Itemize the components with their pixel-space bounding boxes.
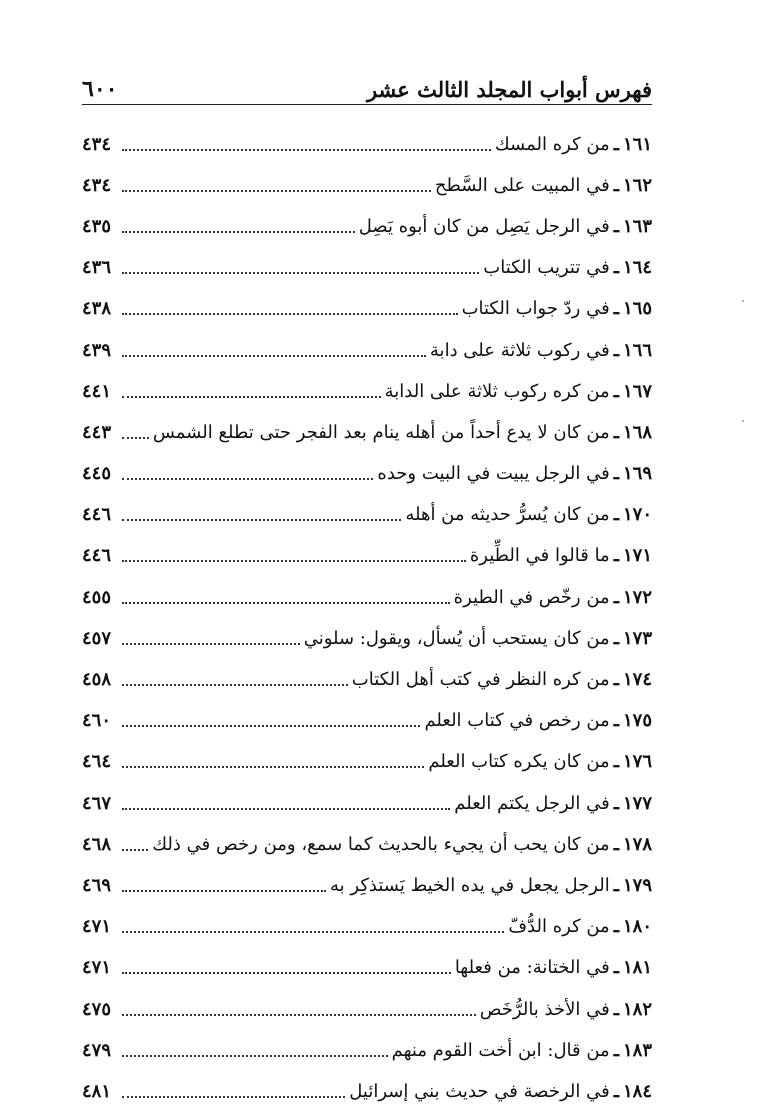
- entry-separator: ـ: [613, 833, 619, 855]
- entry-title: من رخص في كتاب العلم: [424, 710, 610, 732]
- entry-separator: ـ: [613, 1080, 619, 1102]
- toc-entry: [82, 495, 652, 536]
- toc-entry: [82, 206, 652, 247]
- entry-title: في ردّ جواب الكتاب: [461, 298, 610, 320]
- entry-number: ١٧٩: [622, 874, 652, 896]
- toc-entry: [82, 330, 652, 371]
- entry-page-number: ٤٦٤: [82, 751, 112, 773]
- entry-separator: ـ: [613, 627, 619, 649]
- entry-title: من كره النظر في كتب أهل الكتاب: [351, 669, 610, 691]
- entry-number: ١٨٤: [622, 1080, 652, 1102]
- entry-number: ١٦٧: [622, 380, 652, 402]
- toc-entry: [82, 907, 652, 948]
- dot-leader: [122, 149, 491, 151]
- toc-entry: [82, 783, 652, 824]
- entry-title: في المبيت على السَّطح: [434, 174, 610, 196]
- table-of-contents: [82, 124, 652, 1113]
- entry-title: في الرجل يَصِل من كان أبوه يَصِل: [358, 215, 610, 237]
- entry-number: ١٦١: [622, 133, 652, 155]
- entry-separator: ـ: [613, 463, 619, 485]
- entry-number: ١٦٩: [622, 463, 652, 485]
- entry-number: ١٧٥: [622, 710, 652, 732]
- dot-leader: [122, 808, 450, 810]
- entry-separator: ـ: [613, 669, 619, 691]
- dot-leader: [122, 890, 326, 892]
- toc-entry: [82, 948, 652, 989]
- toc-entry: [82, 248, 652, 289]
- entry-number: ١٨١: [622, 957, 652, 979]
- dot-leader: [122, 849, 148, 851]
- entry-number: ١٦٣: [622, 215, 652, 237]
- running-title: فهرس أبواب المجلد الثالث عشر: [366, 77, 652, 102]
- entry-page-number: ٤٥٥: [82, 586, 112, 608]
- entry-separator: ـ: [613, 792, 619, 814]
- toc-entry: [82, 577, 652, 618]
- entry-page-number: ٤٣٦: [82, 257, 112, 279]
- entry-number: ١٧٦: [622, 751, 652, 773]
- entry-number: ١٧٧: [622, 792, 652, 814]
- entry-title: في الرجل يبيت في البيت وحده: [377, 463, 610, 485]
- dot-leader: [122, 231, 355, 233]
- dot-leader: [122, 355, 426, 357]
- entry-separator: ـ: [613, 380, 619, 402]
- entry-number: ١٨٣: [622, 1039, 652, 1061]
- entry-page-number: ٤٣٤: [82, 174, 112, 196]
- entry-title: في الأخذ بالرُّخَص: [479, 998, 610, 1020]
- dot-leader: [122, 643, 300, 645]
- entry-title: ما قالوا في الطِّيرة: [469, 545, 610, 567]
- dot-leader: [122, 684, 348, 686]
- dot-leader: [122, 602, 450, 604]
- dot-leader: [122, 519, 401, 521]
- entry-title: من كره المسك: [494, 133, 610, 155]
- entry-page-number: ٤٤١: [82, 380, 112, 402]
- toc-entry: [82, 165, 652, 206]
- entry-number: ١٨٢: [622, 998, 652, 1020]
- entry-page-number: ٤٨١: [82, 1080, 112, 1102]
- entry-number: ١٧٤: [622, 669, 652, 691]
- toc-entry: [82, 824, 652, 865]
- entry-separator: ـ: [613, 916, 619, 938]
- entry-separator: ـ: [613, 874, 619, 896]
- entry-separator: ـ: [613, 957, 619, 979]
- toc-entry: [82, 536, 652, 577]
- toc-entry: [82, 1071, 652, 1112]
- entry-number: ١٧١: [622, 545, 652, 567]
- entry-separator: ـ: [613, 1039, 619, 1061]
- dot-leader: [122, 437, 149, 439]
- entry-number: ١٧٢: [622, 586, 652, 608]
- entry-page-number: ٤٥٧: [82, 627, 112, 649]
- entry-separator: ـ: [613, 133, 619, 155]
- page-number: ٦٠٠: [82, 76, 118, 102]
- entry-separator: ـ: [613, 215, 619, 237]
- dot-leader: [122, 766, 424, 768]
- entry-page-number: ٤٧١: [82, 957, 112, 979]
- scan-speck: [742, 300, 744, 302]
- entry-separator: ـ: [613, 298, 619, 320]
- entry-page-number: ٤٣٨: [82, 298, 112, 320]
- entry-separator: ـ: [613, 174, 619, 196]
- entry-title: في الختانة: من فعلها: [454, 957, 610, 979]
- toc-entry: [82, 701, 652, 742]
- entry-page-number: ٤٦٧: [82, 792, 112, 814]
- entry-title: في الرخصة في حديث بني إسرائيل: [349, 1080, 610, 1102]
- dot-leader: [122, 725, 420, 727]
- entry-number: ١٦٦: [622, 339, 652, 361]
- toc-entry: [82, 454, 652, 495]
- entry-title: من كان يكره كتاب العلم: [428, 751, 610, 773]
- entry-page-number: ٤٤٥: [82, 463, 112, 485]
- entry-title: من كان يستحب أن يُسأل، ويقول: سلوني: [303, 627, 610, 649]
- entry-number: ١٧٨: [622, 833, 652, 855]
- dot-leader: [122, 313, 458, 315]
- entry-title: الرجل يجعل في يده الخيط يَستذكِر به: [330, 874, 610, 896]
- dot-leader: [122, 396, 381, 398]
- entry-title: من قال: ابن أخت القوم منهم: [391, 1039, 610, 1061]
- page-header: [82, 68, 652, 102]
- dot-leader: [122, 272, 479, 274]
- entry-page-number: ٤٧٩: [82, 1039, 112, 1061]
- dot-leader: [122, 1055, 388, 1057]
- entry-number: ١٦٥: [622, 298, 652, 320]
- entry-title: من رخّص في الطيرة: [453, 586, 610, 608]
- entry-separator: ـ: [613, 421, 619, 443]
- entry-number: ١٦٨: [622, 421, 652, 443]
- entry-title: في الرجل يكتم العلم: [454, 792, 610, 814]
- toc-entry: [82, 371, 652, 412]
- dot-leader: [122, 972, 451, 974]
- toc-entry: [82, 1030, 652, 1071]
- toc-entry: [82, 865, 652, 906]
- entry-number: ١٧٠: [622, 504, 652, 526]
- entry-page-number: ٤٦٠: [82, 710, 112, 732]
- toc-entry: [82, 618, 652, 659]
- entry-separator: ـ: [613, 504, 619, 526]
- dot-leader: [122, 190, 431, 192]
- entry-separator: ـ: [613, 257, 619, 279]
- entry-separator: ـ: [613, 586, 619, 608]
- dot-leader: [122, 560, 466, 562]
- entry-title: من كان لا يدع أحداً من أهله ينام بعد الفجر حتى تطلع الشمس: [152, 421, 610, 443]
- entry-separator: ـ: [613, 545, 619, 567]
- entry-title: في تتريب الكتاب: [483, 257, 610, 279]
- entry-page-number: ٤٧١: [82, 916, 112, 938]
- entry-separator: ـ: [613, 751, 619, 773]
- entry-page-number: ٤٤٣: [82, 421, 112, 443]
- toc-entry: [82, 124, 652, 165]
- toc-entry: [82, 412, 652, 453]
- entry-title: من كره الدُّفّ: [508, 916, 610, 938]
- entry-page-number: ٤٥٨: [82, 669, 112, 691]
- scan-speck: [742, 420, 744, 422]
- entry-title: من كان يحب أن يجيء بالحديث كما سمع، ومن رخص في ذلك: [152, 833, 610, 855]
- toc-entry: [82, 989, 652, 1030]
- entry-title: من كان يُسرُّ حديثه من أهله: [405, 504, 610, 526]
- dot-leader: [122, 1014, 476, 1016]
- entry-page-number: ٤٣٥: [82, 215, 112, 237]
- entry-separator: ـ: [613, 710, 619, 732]
- entry-page-number: ٤٣٩: [82, 339, 112, 361]
- entry-title: في ركوب ثلاثة على دابة: [429, 339, 610, 361]
- entry-number: ١٧٣: [622, 627, 652, 649]
- entry-page-number: ٤٧٥: [82, 998, 112, 1020]
- dot-leader: [122, 1096, 345, 1098]
- dot-leader: [122, 478, 373, 480]
- entry-separator: ـ: [613, 998, 619, 1020]
- entry-separator: ـ: [613, 339, 619, 361]
- dot-leader: [122, 931, 504, 933]
- toc-entry: [82, 659, 652, 700]
- toc-entry: [82, 289, 652, 330]
- entry-page-number: ٤٦٨: [82, 833, 112, 855]
- entry-page-number: ٤٣٤: [82, 133, 112, 155]
- entry-title: من كره ركوب ثلاثة على الدابة: [384, 380, 610, 402]
- entry-number: ١٦٢: [622, 174, 652, 196]
- header-rule: [82, 104, 652, 105]
- entry-page-number: ٤٤٦: [82, 504, 112, 526]
- entry-number: ١٨٠: [622, 916, 652, 938]
- entry-page-number: ٤٤٦: [82, 545, 112, 567]
- entry-page-number: ٤٦٩: [82, 874, 112, 896]
- entry-number: ١٦٤: [622, 257, 652, 279]
- toc-entry: [82, 742, 652, 783]
